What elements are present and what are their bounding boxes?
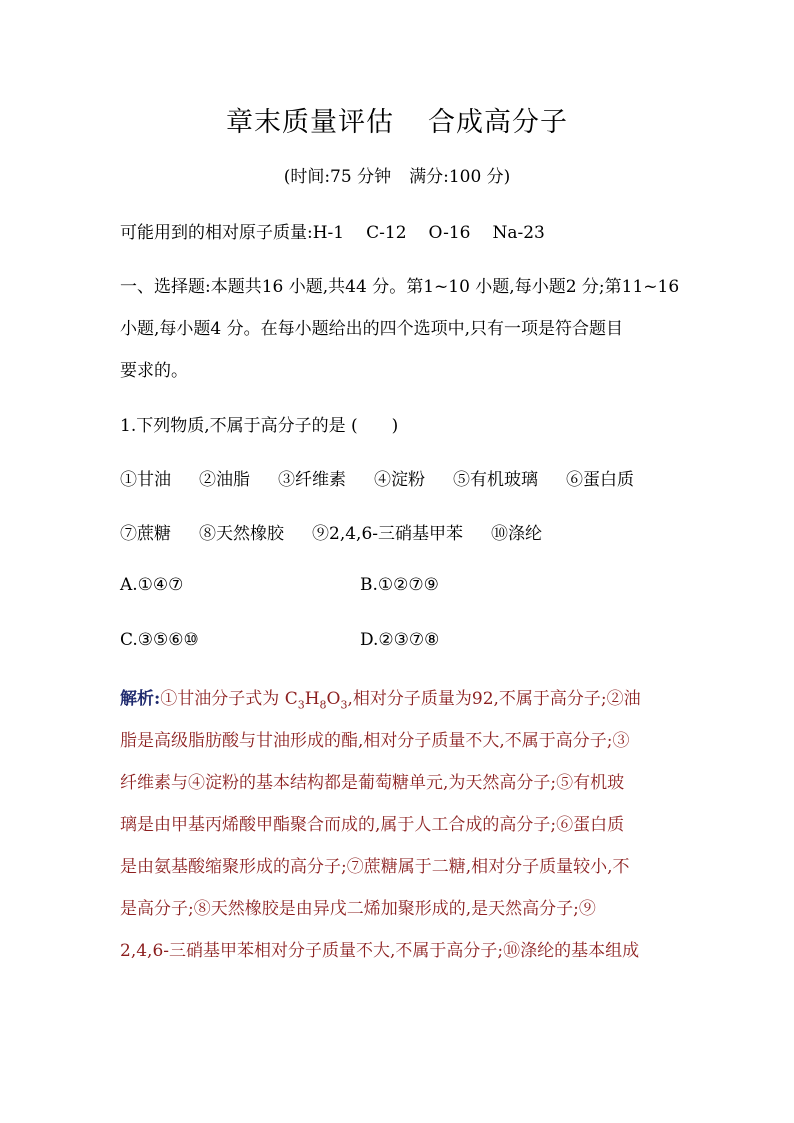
title-chapter: 章末质量评估 [226,107,394,138]
question-item: ①甘油 [120,470,171,490]
choice-d[interactable]: D.②③⑦⑧ [360,630,440,650]
question-item: ④淀粉 [374,470,425,490]
question-item: ⑩涤纶 [491,524,542,544]
question-item: ⑦蔗糖 [120,524,171,544]
question-item: ②油脂 [199,470,250,490]
mass-c: C-12 [366,223,407,243]
page-title [0,100,794,139]
exam-info [0,162,794,187]
question-item: ⑨2,4,6-三硝基甲苯 [312,524,463,544]
question-items-row-1 [120,465,680,490]
chemical-formula: $C_3H_8O_3$ [284,689,348,712]
choice-b[interactable]: B.①②⑦⑨ [360,575,439,595]
mass-na: Na-23 [492,223,545,243]
analysis-line-1: 解析:①甘油分子式为 $C_3H_8O_3$,相对分子质量为92,不属于高分子;②油 [120,689,641,712]
question-item: ⑤有机玻璃 [453,470,538,490]
analysis-line-2: 脂是高级脂肪酸与甘油形成的酯,相对分子质量不大,不属于高分子;③ [120,731,630,751]
question-item: ⑧天然橡胶 [199,524,284,544]
choice-c[interactable]: C.③⑤⑥⑩ [120,630,199,650]
question-item: ③纤维素 [278,470,346,490]
masses-prefix: 可能用到的相对原子质量:H-1 [120,223,345,243]
analysis-line-7: 2,4,6-三硝基甲苯相对分子质量不大,不属于高分子;⑩涤纶的基本组成 [120,941,640,961]
analysis-line-6: 是高分子;⑧天然橡胶是由异戊二烯加聚形成的,是天然高分子;⑨ [120,899,596,919]
question-item: ⑥蛋白质 [566,470,634,490]
section-instructions-line-1: 一、选择题:本题共16 小题,共44 分。第1~10 小题,每小题2 分;第11~16 [120,277,680,297]
exam-score: 满分:100 分) [409,167,511,187]
mass-o: O-16 [428,223,471,243]
title-topic: 合成高分子 [428,107,568,138]
section-instructions-line-2: 小题,每小题4 分。在每小题给出的四个选项中,只有一项是符合题目 [120,319,624,339]
analysis-line-5: 是由氨基酸缩聚形成的高分子;⑦蔗糖属于二糖,相对分子质量较小,不 [120,857,630,877]
analysis-label: 解析: [120,689,161,709]
exam-time: (时间:75 分钟 [283,167,392,187]
atomic-masses [120,218,680,243]
analysis-line-3: 纤维素与④淀粉的基本结构都是葡萄糖单元,为天然高分子;⑤有机玻 [120,773,625,793]
choice-a[interactable]: A.①④⑦ [120,575,184,595]
analysis-line-4: 璃是由甲基丙烯酸甲酯聚合而成的,属于人工合成的高分子;⑥蛋白质 [120,815,625,835]
question-stem: 1.下列物质,不属于高分子的是 ( ) [120,416,399,436]
question-items-row-2 [120,519,680,544]
section-instructions-line-3: 要求的。 [120,361,188,381]
